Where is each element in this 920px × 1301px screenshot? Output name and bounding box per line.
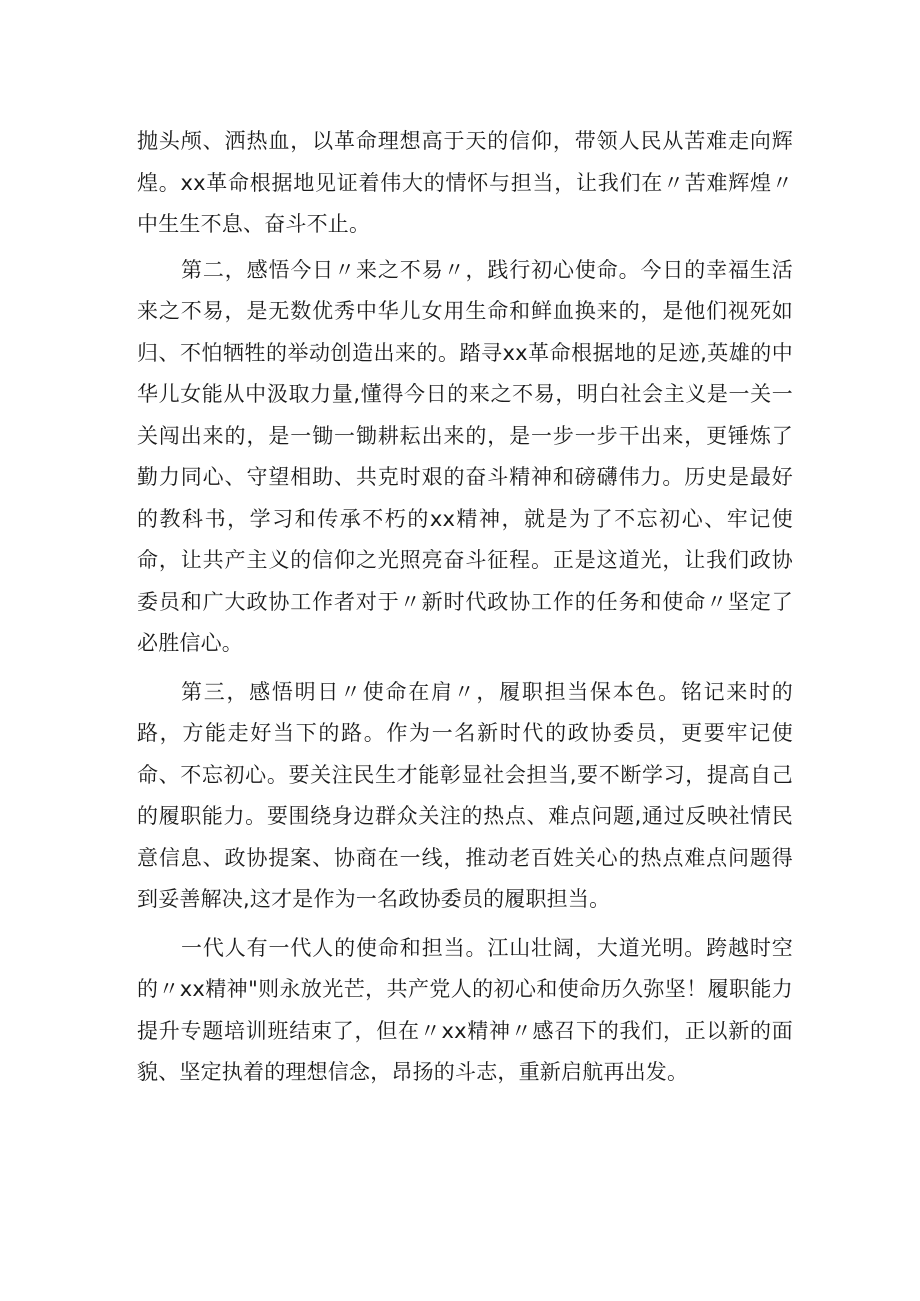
paragraph-second-point: 第二，感悟今日〃来之不易〃，践行初心使命。今日的幸福生活来之不易，是无数优秀中华儿女用生命和鲜血换来的，是他们视死如归、不怕牺牲的举动创造出来的。踏寻xx革命根据地的足迹,英雄的中华儿女能从中汲取力量,懂得今日的来之不易，明白社会主义是一关一关闯出来的，是一锄一锄耕耘出来的，是一步一步干出来，更锤炼了勤力同心、守望相助、共克时艰的奋斗精神和磅礴伟力。历史是最好的教科书，学习和传承不朽的xx精神，就是为了不忘初心、牢记使命，让共产主义的信仰之光照亮奋斗征程。正是这道光，让我们政协委员和广大政协工作者对于〃新时代政协工作的任务和使命〃坚定了必胜信心。	[137, 257, 793, 655]
paragraph-continuation: 抛头颅、洒热血，以革命理想高于天的信仰，带领人民从苦难走向辉煌。xx革命根据地见证着伟大的情怀与担当，让我们在〃苦难辉煌〃中生生不息、奋斗不止。	[137, 129, 793, 236]
paragraph-conclusion: 一代人有一代人的使命和担当。江山壮阔，大道光明。跨越时空的〃xx精神"则永放光芒，共产党人的初心和使命历久弥坚！履职能力提升专题培训班结束了，但在〃xx精神〃感召下的我们，正以新的面貌、坚定执着的理想信念，昂扬的斗志，重新启航再出发。	[137, 935, 793, 1084]
document-body	[137, 121, 793, 1094]
paragraph-third-point: 第三，感悟明日〃使命在肩〃，履职担当保本色。铭记来时的路，方能走好当下的路。作为一名新时代的政协委员，更要牢记使命、不忘初心。要关注民生才能彰显社会担当,要不断学习，提高自己的履职能力。要围绕身边群众关注的热点、难点问题,通过反映社情民意信息、政协提案、协商在一线，推动老百姓关心的热点难点问题得到妥善解决,这才是作为一名政协委员的履职担当。	[137, 679, 793, 911]
